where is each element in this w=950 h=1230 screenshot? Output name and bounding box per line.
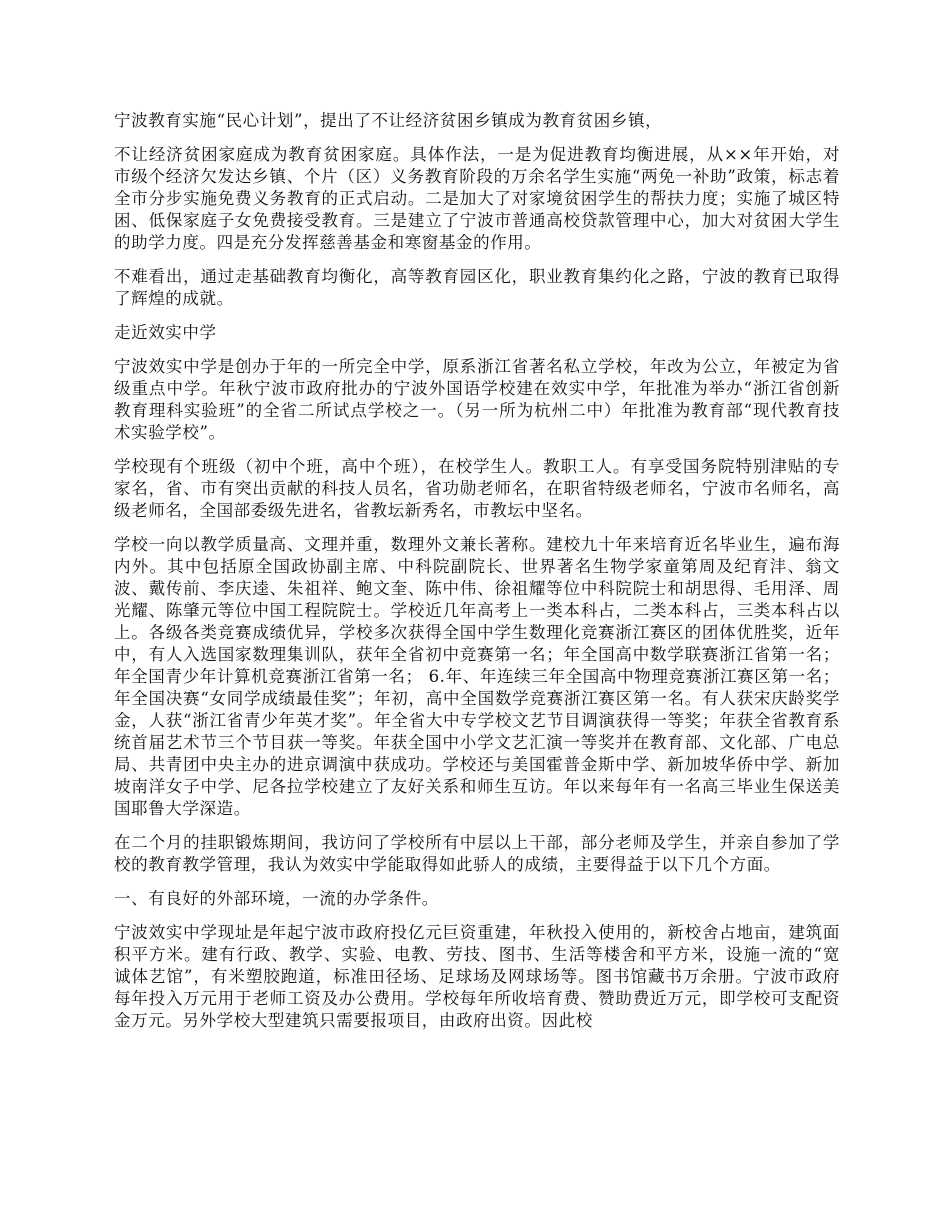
paragraph-visit: 在二个月的挂职锻炼期间，我访问了学校所有中层以上干部，部分老师及学生，并亲自参加了学校的教育教学管理，我认为效实中学能取得如此骄人的成绩，主要得益于以下几个方面。 (114, 833, 840, 874)
section-heading: 走近效实中学 (114, 323, 217, 342)
paragraph-intro: 宁波教育实施“民心计划”，提出了不让经济贫困乡镇成为教育贫困乡镇， (114, 111, 663, 130)
paragraph-school-history: 宁波效实中学是创办于年的一所完全中学，原系浙江省著名私立学校，年改为公立，年被定为省级重点中学。年秋宁波市政府批办的宁波外国语学校建在效实中学，年批准为举办“浙江省创新教育理科实验班”的全省二所试点学校之一。（另一所为杭州二中）年批准为教育部“现代教育技术实验学校”。 (114, 357, 840, 442)
paragraph-facilities: 宁波效实中学现址是年起宁波市政府投亿元巨资重建，年秋投入使用的，新校舍占地亩，建筑面积平方米。建有行政、教学、实验、电教、劳技、图书、生活等楼舍和平方米，设施一流的“宽诚体艺馆”，有米塑胶跑道，标准田径场、足球场及网球场等。图书馆藏书万余册。宁波市政府每年投入万元用于老师工资及办公费用。学校每年所收培育费、赞助费近万元，即学校可支配资金万元。另外学校大型建筑只需要报项目，由政府出资。因此校 (114, 923, 840, 1030)
subheading-environment: 一、有良好的外部环境，一流的办学条件。 (114, 889, 439, 908)
document-page (114, 110, 840, 1044)
paragraph-summary: 不难看出，通过走基础教育均衡化，高等教育园区化，职业教育集约化之路，宁波的教育已取得了辉煌的成就。 (114, 267, 840, 308)
paragraph-achievements: 学校一向以教学质量高、文理并重，数理外文兼长著称。建校九十年来培育近名毕业生，遍布海内外。其中包括原全国政协副主席、中科院副院长、世界著名生物学家童第周及纪育沣、翁文波、戴传前、李庆逵、朱祖祥、鲍文奎、陈中伟、徐祖耀等位中科院院士和胡思得、毛用泽、周光耀、陈肇元等位中国工程院院士。学校近几年高考上一类本科占，二类本科占，三类本科占以上。各级各类竞赛成绩优异，学校多次获得全国中学生数理化竞赛浙江赛区的团体优胜奖，近年中，有人入选国家数理集训队，获年全省初中竞赛第一名；年全国高中数学联赛浙江省第一名；年全国青少年计算机竞赛浙江省第一名； 6.年、年连续三年全国高中物理竞赛浙江赛区第一名；年全国决赛“女同学成绩最佳奖”；年初，高中全国数学竞赛浙江赛区第一名。有人获宋庆龄奖学金，人获“浙江省青少年英才奖”。年全省大中专学校文艺节目调演获得一等奖；年获全省教育系统首届艺术节三个节目获一等奖。年获全国中小学文艺汇演一等奖并在教育部、文化部、广电总局、共青团中央主办的进京调演中获成功。学校还与美国霍普金斯中学、新加坡华侨中学、新加坡南洋女子中学、尼各拉学校建立了友好关系和师生互访。年以来每年有一名高三毕业生保送美国耶鲁大学深造。 (114, 535, 840, 818)
paragraph-policy: 不让经济贫困家庭成为教育贫困家庭。具体作法，一是为促进教育均衡进展，从××年开始，对市级个经济欠发达乡镇、个片（区）义务教育阶段的万余名学生实施“两免一补助”政策，标志着全市分步实施免费义务教育的正式启动。二是加大了对家境贫困学生的帮扶力度；实施了城区特困、低保家庭子女免费接受教育。三是建立了宁波市普通高校贷款管理中心，加大对贫困大学生的助学力度。四是充分发挥慈善基金和寒窗基金的作用。 (114, 145, 840, 252)
paragraph-school-staff: 学校现有个班级（初中个班，高中个班），在校学生人。教职工人。有享受国务院特别津贴的专家名，省、市有突出贡献的科技人员名，省功勋老师名，在职省特级老师名，宁波市名师名，高级老师名，全国部委级先进名，省教坛新秀名，市教坛中坚名。 (114, 457, 840, 520)
